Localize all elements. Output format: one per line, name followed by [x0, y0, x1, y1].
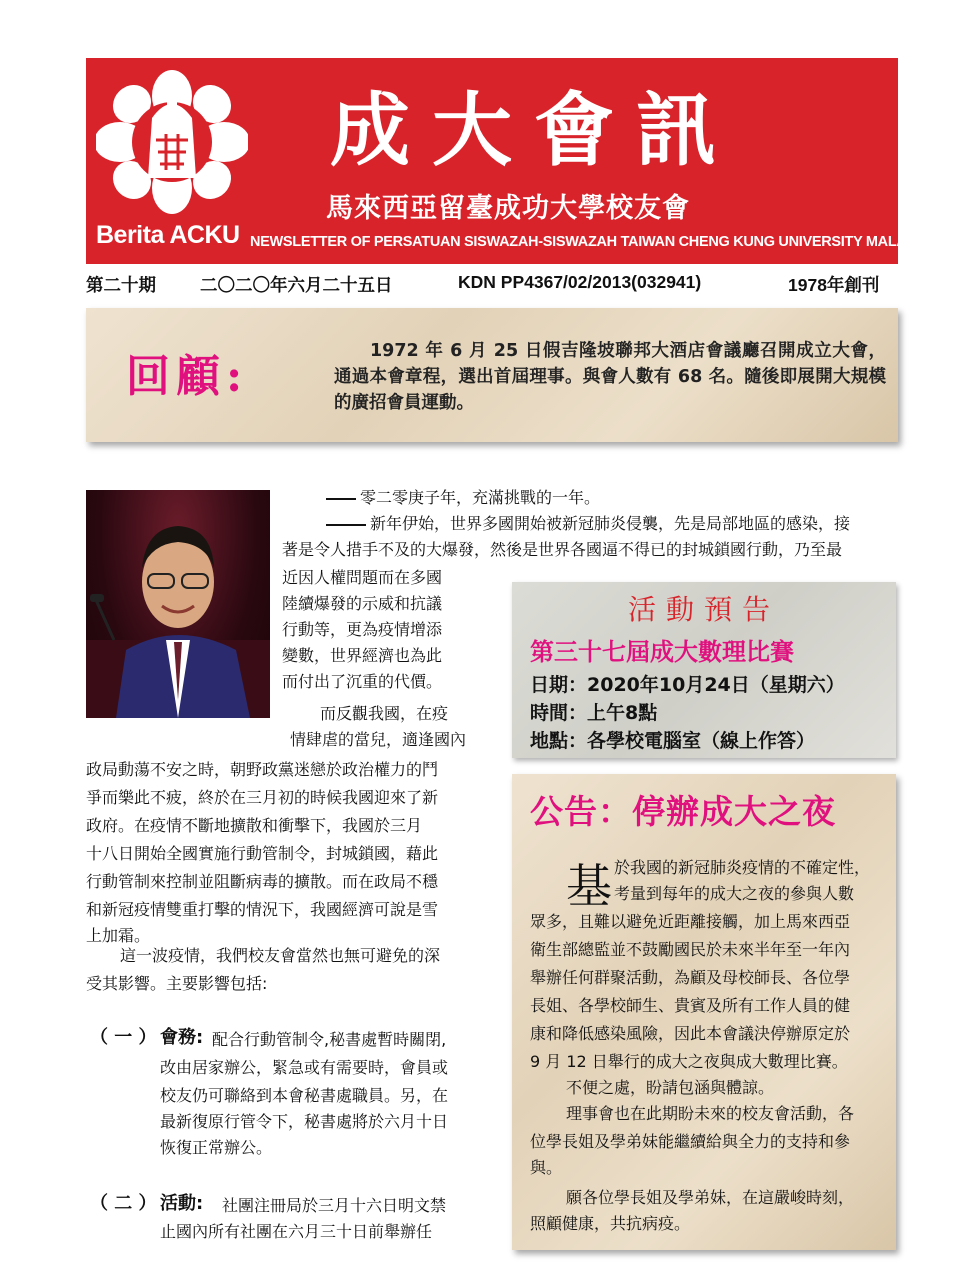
notice-line: 於我國的新冠肺炎疫情的不確定性，: [614, 858, 871, 877]
article-line: 著是令人措手不及的大爆發，然後是世界各國逼不得已的封城鎖國行動，乃至最: [282, 540, 843, 559]
article-line: 近因人權問題而在多國: [282, 568, 443, 587]
issue-date: 二〇二〇年六月二十五日: [200, 275, 393, 295]
notice-line: 願各位學長姐及學弟妹，在這嚴峻時刻，: [566, 1188, 855, 1207]
notice-dropcap: 基: [566, 859, 612, 913]
article-line: 和新冠疫情雙重打擊的情況下，我國經濟可說是雪: [86, 900, 439, 919]
issue-number: 第二十期: [86, 275, 156, 295]
article-line: 政局動蕩不安之時，朝野政黨迷戀於政治權力的鬥: [86, 760, 439, 779]
article-line: 受其影響。主要影響包括:: [86, 974, 268, 993]
dash-mark: [326, 498, 356, 500]
notice-line: 眾多，且難以避免近距離接觸，加上馬來西亞: [530, 912, 851, 931]
item-line: 止國內所有社團在六月三十日前舉辦任: [160, 1222, 433, 1241]
issue-founded: 1978年創刊: [788, 275, 880, 295]
notice-line: 理事會也在此期盼未來的校友會活動，各: [566, 1104, 855, 1123]
article-line: 這一波疫情，我們校友會當然也無可避免的深: [120, 946, 441, 965]
issue-bar: [86, 270, 898, 296]
masthead-title: 成大會訊: [330, 83, 738, 177]
item-heading: 活動:: [160, 1193, 204, 1214]
article-line: 而反觀我國，在疫: [320, 704, 449, 723]
event-place: 地點：各學校電腦室（線上作答）: [530, 730, 816, 752]
item-number: （ 二 ）: [90, 1193, 157, 1214]
dash-mark: [326, 524, 366, 526]
notice-line: 照顧健康，共抗病疫。: [530, 1214, 691, 1233]
notice-line: 長姐、各學校師生、貴賓及所有工作人員的健: [530, 996, 851, 1015]
article-line: 而付出了沉重的代價。: [282, 672, 443, 691]
item-line: 校友仍可聯絡到本會秘書處職員。另，在: [160, 1086, 449, 1105]
article-line: 十八日開始全國實施行動管制令，封城鎖國，藉此: [86, 844, 439, 863]
article-line: 行動等，更為疫情增添: [282, 620, 443, 639]
article-line: 變數，世界經濟也為此: [282, 646, 443, 665]
item-line: 改由居家辦公，緊急或有需要時，會員或: [160, 1058, 449, 1077]
brand-name: Berita ACKU: [96, 221, 240, 249]
article-line: [326, 486, 600, 510]
article-line: 爭而樂此不疲，終於在三月初的時候我國迎來了新: [86, 788, 439, 807]
item-line: 社團注冊局於三月十六日明文禁: [222, 1196, 447, 1215]
article-line: 政府。在疫情不斷地擴散和衝擊下，我國於三月: [86, 816, 423, 835]
line-text: 零二零庚子年，充滿挑戰的一年。: [360, 488, 601, 507]
item-heading: 會務:: [160, 1027, 204, 1048]
president-photo: [86, 490, 270, 718]
notice-line: 不便之處，盼請包涵與體諒。: [566, 1078, 775, 1097]
event-title: 第三十七屆成大數理比賽: [530, 638, 794, 666]
article-line: 陸續爆發的示威和抗議: [282, 594, 443, 613]
item-line: 配合行動管制令,秘書處暫時關閉,: [212, 1030, 447, 1049]
notice-title: 公告：停辦成大之夜: [530, 792, 836, 831]
event-date: 日期：2020年10月24日（星期六）: [530, 674, 845, 696]
event-heading: 活動預告: [627, 593, 780, 626]
notice-line: 與。: [530, 1158, 563, 1177]
masthead-subtitle-cn: 馬來西亞留臺成功大學校友會: [326, 193, 690, 224]
review-text: 1972 年 6 月 25 日假吉隆坡聯邦大酒店會議廳召開成立大會，通過本會章程，選出首屆理事。與會人數有 68 名。隨後即展開大規模的廣招會員運動。: [334, 341, 886, 413]
article-line: 行動管制來控制並阻斷病毒的擴散。而在政局不穩: [86, 872, 439, 891]
notice-line: 位學長姐及學弟妹能繼續給與全力的支持和參: [530, 1132, 851, 1151]
article-line: 上加霜。: [86, 926, 151, 945]
event-time: 時間：上午8點: [530, 702, 658, 724]
item-number: （ 一 ）: [90, 1027, 157, 1048]
notice-line: 康和降低感染風險，因此本會議決停辦原定於: [530, 1024, 851, 1043]
masthead-subtitle-en: NEWSLETTER OF PERSATUAN SISWAZAH-SISWAZAH TAIWAN CHENG KUNG UNIVERSITY MALAYSIA: [250, 234, 938, 250]
review-label: 回顧:: [126, 351, 249, 402]
notice-line: 舉辦任何群聚活動，為顧及母校師長、各位學: [530, 968, 851, 987]
notice-line: 9 月 12 日舉行的成大之夜與成大數理比賽。: [530, 1052, 848, 1071]
notice-line: 衛生部總監並不鼓勵國民於未來半年至一年內: [530, 940, 851, 959]
article-line: 情肆虐的當兒，適逢國內: [290, 730, 467, 749]
item-line: 最新復原行管令下，秘書處將於六月十日: [160, 1112, 449, 1131]
line-text: 新年伊始，世界多國開始被新冠肺炎侵襲，先是局部地區的感染，接: [370, 514, 851, 533]
notice-line: 考量到每年的成大之夜的參與人數: [614, 884, 855, 903]
acku-logo: [96, 70, 248, 214]
issue-kdn: KDN PP4367/02/2013(032941): [458, 272, 702, 292]
item-line: 恢復正常辦公。: [160, 1138, 273, 1157]
article-line: [326, 512, 850, 536]
